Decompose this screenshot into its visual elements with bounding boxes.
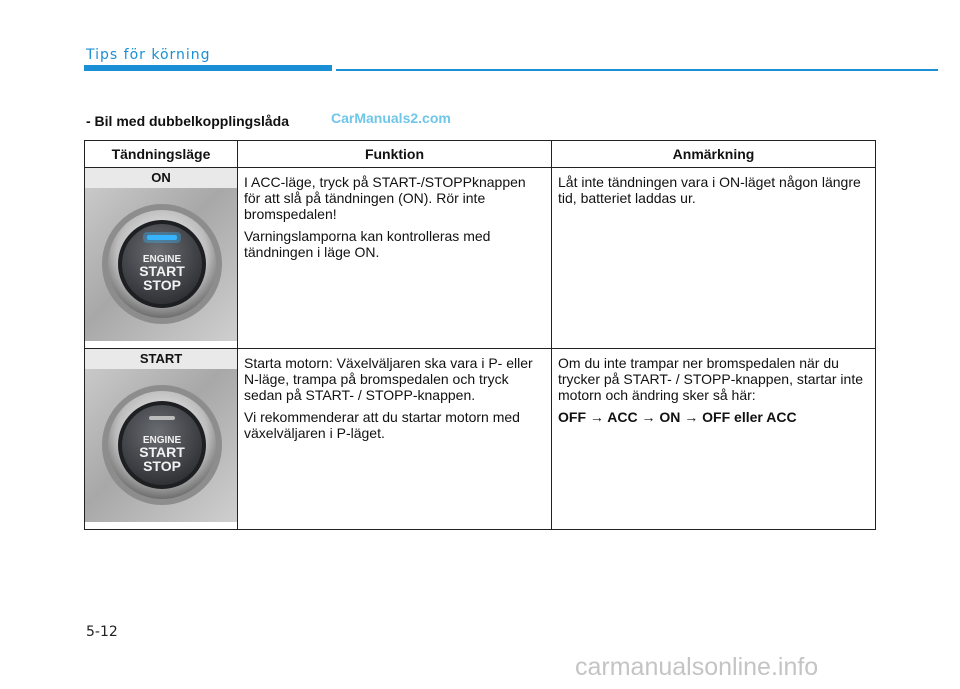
remark-text: Låt inte tändningen vara i ON-läget någon längre tid, batteriet laddas ur. (558, 174, 861, 206)
mode-sequence (558, 409, 869, 425)
mode-cell (85, 168, 238, 349)
table-header-row (85, 141, 876, 168)
sequence-step: ACC (607, 409, 638, 425)
table-row (85, 168, 876, 349)
arrow-right-icon: → (684, 409, 699, 425)
svg-text:START: START (139, 444, 185, 460)
page-number: 5-12 (86, 624, 118, 640)
remark-cell (552, 349, 876, 530)
mode-label: START (85, 349, 237, 369)
engine-start-stop-button-image (85, 188, 237, 341)
sequence-step: OFF eller ACC (702, 409, 797, 425)
watermark-bottom[interactable]: carmanualsonline.info (575, 653, 819, 681)
function-text: Starta motorn: Växelväljaren ska vara i P- eller N-läge, trampa på bromspedalen och tryck sedan på START- / STOPP-knappen. (244, 355, 533, 403)
remark-cell (552, 168, 876, 349)
sequence-step: ON (659, 409, 681, 425)
header-rule-thick (84, 65, 332, 71)
svg-text:STOP: STOP (143, 277, 181, 293)
header-rule-thin (336, 69, 938, 71)
function-text: Vi rekommenderar att du startar motorn med växelväljaren i P-läget. (244, 409, 520, 441)
chapter-title: Tips för körning (86, 47, 211, 63)
start-stop-button-icon (85, 369, 237, 522)
start-stop-button-icon (85, 188, 237, 341)
function-text: I ACC-läge, tryck på START-/STOPPknappen för att slå på tändningen (ON). Rör inte bromspedalen! (244, 174, 526, 222)
mode-label: ON (85, 168, 237, 188)
svg-text:STOP: STOP (143, 458, 181, 474)
column-header-remark: Anmärkning (552, 141, 876, 168)
watermark-top[interactable]: CarManuals2.com (331, 110, 451, 126)
mode-cell (85, 349, 238, 530)
svg-text:ENGINE: ENGINE (142, 435, 182, 446)
engine-start-stop-button-image (85, 369, 237, 522)
table-row (85, 349, 876, 530)
function-cell (238, 349, 552, 530)
svg-text:START: START (139, 263, 185, 279)
remark-text: Om du inte trampar ner bromspedalen när du trycker på START- / STOPP-knappen, startar inte motorn och ändring sker så här: (558, 355, 864, 403)
column-header-function: Funktion (238, 141, 552, 168)
function-cell (238, 168, 552, 349)
arrow-right-icon: → (589, 409, 604, 425)
function-text: Varningslamporna kan kontrolleras med tändningen i läge ON. (244, 228, 491, 260)
arrow-right-icon: → (641, 409, 656, 425)
column-header-mode: Tändningsläge (85, 141, 238, 168)
section-heading: - Bil med dubbelkopplingslåda (86, 113, 290, 129)
svg-text:ENGINE: ENGINE (142, 254, 182, 265)
sequence-step: OFF (558, 409, 586, 425)
ignition-table (84, 140, 876, 530)
